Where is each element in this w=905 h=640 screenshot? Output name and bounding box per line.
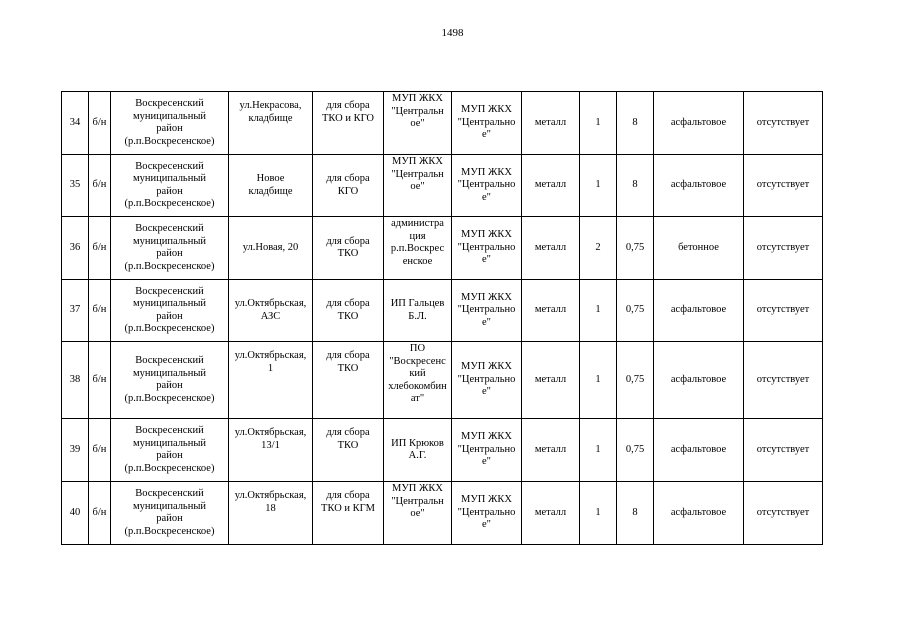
address-cell — [229, 217, 313, 280]
surface-type-cell: асфальтовое — [654, 482, 744, 545]
owner-cell-line: МУП ЖКХ — [392, 156, 443, 167]
container-count-cell: 1 — [580, 342, 617, 419]
operator-cell — [452, 92, 522, 155]
operator-cell-line: е" — [482, 519, 491, 531]
district-cell — [111, 342, 229, 419]
purpose-cell-line: КГО — [337, 185, 359, 197]
address-cell-line: 13/1 — [261, 439, 280, 451]
district-cell-line: муниципальный — [132, 235, 207, 247]
district-cell-line: (р.п.Воскресенское) — [124, 198, 215, 209]
surface-type-cell: асфальтовое — [654, 342, 744, 419]
purpose-cell — [313, 217, 384, 280]
row-number-cell: 34 — [62, 92, 89, 155]
container-material-cell: металл — [522, 92, 580, 155]
address-cell-line: АЗС — [260, 310, 281, 322]
district-cell-line: (р.п.Воскресенское) — [124, 462, 215, 474]
address-cell — [229, 155, 313, 217]
district-cell-line: район — [156, 248, 183, 259]
container-material-cell: металл — [522, 155, 580, 217]
operator-cell-line: МУП ЖКХ — [461, 361, 512, 373]
owner-cell-line: ция — [409, 230, 426, 242]
address-cell — [229, 92, 313, 155]
registry-number-cell: б/н — [89, 92, 111, 155]
owner-cell-line: ат" — [410, 393, 425, 404]
purpose-cell-line: ТКО — [337, 248, 359, 259]
operator-cell-line: МУП ЖКХ — [461, 494, 512, 506]
container-material-cell: металл — [522, 217, 580, 280]
purpose-cell-line: ТКО — [337, 439, 359, 451]
district-cell-line: район — [156, 310, 183, 322]
owner-cell-line: "Воскресенс — [389, 355, 446, 367]
surface-type-cell: асфальтовое — [654, 280, 744, 342]
surface-type-cell: асфальтовое — [654, 419, 744, 482]
address-cell-line: 18 — [265, 502, 276, 514]
district-cell — [111, 280, 229, 342]
district-cell-line: Воскресенский — [135, 425, 204, 436]
row-number-cell: 39 — [62, 419, 89, 482]
operator-cell-line: "Центрально — [457, 443, 516, 455]
address-cell-line: кладбище — [248, 112, 293, 124]
owner-cell-line: ое" — [410, 508, 425, 519]
table-body — [62, 92, 823, 545]
address-cell — [229, 280, 313, 342]
container-count-cell: 1 — [580, 92, 617, 155]
table-row — [62, 482, 823, 545]
row-number-cell: 40 — [62, 482, 89, 545]
registry-number-cell: б/н — [89, 217, 111, 280]
operator-cell-line: МУП ЖКХ — [461, 229, 512, 241]
address-cell-line: Новое — [256, 173, 285, 184]
district-cell-line: район — [156, 123, 183, 134]
district-cell-line: район — [156, 380, 183, 391]
table-row — [62, 280, 823, 342]
operator-cell-line: "Центрально — [457, 116, 516, 128]
container-count-cell: 1 — [580, 280, 617, 342]
operator-cell-line: "Центрально — [457, 506, 516, 518]
district-cell-line: Воскресенский — [135, 98, 204, 109]
owner-cell-line: МУП ЖКХ — [392, 93, 443, 104]
district-cell — [111, 92, 229, 155]
owner-cell — [384, 482, 452, 545]
container-volume-cell: 8 — [617, 92, 654, 155]
operator-cell-line: "Центрально — [457, 373, 516, 385]
fence-cell: отсутствует — [744, 482, 823, 545]
container-material-cell: металл — [522, 482, 580, 545]
operator-cell — [452, 482, 522, 545]
purpose-cell — [313, 482, 384, 545]
district-cell-line: Воскресенский — [135, 285, 204, 297]
owner-cell-line: енское — [402, 255, 433, 267]
fence-cell: отсутствует — [744, 342, 823, 419]
table-row — [62, 342, 823, 419]
district-cell — [111, 419, 229, 482]
purpose-cell-line: для сбора — [326, 427, 370, 438]
container-volume-cell: 0,75 — [617, 217, 654, 280]
waste-sites-table — [61, 91, 823, 545]
address-cell — [229, 419, 313, 482]
district-cell-line: Воскресенский — [135, 488, 204, 499]
surface-type-cell: асфальтовое — [654, 155, 744, 217]
district-cell-line: район — [156, 185, 183, 197]
fence-cell: отсутствует — [744, 155, 823, 217]
row-number-cell: 37 — [62, 280, 89, 342]
operator-cell-line: МУП ЖКХ — [461, 291, 512, 303]
container-material-cell: металл — [522, 419, 580, 482]
registry-number-cell: б/н — [89, 342, 111, 419]
district-cell-line: район — [156, 450, 183, 461]
operator-cell-line: "Центрально — [457, 304, 516, 316]
container-volume-cell: 0,75 — [617, 342, 654, 419]
container-material-cell: металл — [522, 342, 580, 419]
operator-cell-line: "Центрально — [457, 241, 516, 253]
district-cell-line: (р.п.Воскресенское) — [124, 525, 215, 537]
district-cell-line: муниципальный — [132, 298, 207, 309]
district-cell-line: муниципальный — [132, 173, 207, 184]
owner-cell-line: ИП Гальцев — [390, 298, 445, 309]
district-cell-line: (р.п.Воскресенское) — [124, 392, 215, 404]
purpose-cell-line: ТКО и КГМ — [321, 502, 375, 514]
address-cell-line: ул.Некрасова, — [239, 100, 302, 111]
purpose-cell-line: для сбора — [326, 298, 370, 309]
fence-cell: отсутствует — [744, 92, 823, 155]
table-row — [62, 419, 823, 482]
owner-cell-line: МУП ЖКХ — [392, 483, 443, 494]
fence-cell: отсутствует — [744, 217, 823, 280]
operator-cell-line: МУП ЖКХ — [461, 166, 512, 178]
district-cell — [111, 217, 229, 280]
container-count-cell: 1 — [580, 155, 617, 217]
district-cell-line: район — [156, 513, 183, 524]
purpose-cell-line: для сбора — [326, 490, 370, 501]
operator-cell — [452, 280, 522, 342]
container-volume-cell: 0,75 — [617, 280, 654, 342]
operator-cell-line: е" — [482, 386, 491, 398]
operator-cell-line: е" — [482, 456, 491, 468]
purpose-cell-line: ТКО — [337, 310, 359, 322]
owner-cell — [384, 342, 452, 419]
owner-cell-line: ое" — [410, 118, 425, 129]
owner-cell-line: ИП Крюков — [391, 437, 444, 449]
container-volume-cell: 8 — [617, 482, 654, 545]
owner-cell-line: ое" — [410, 181, 425, 192]
operator-cell-line: е" — [482, 129, 491, 141]
address-cell-line: ул.Октябрьская, — [234, 427, 307, 438]
owner-cell — [384, 92, 452, 155]
purpose-cell — [313, 155, 384, 217]
district-cell-line: Воскресенский — [135, 160, 204, 172]
purpose-cell — [313, 280, 384, 342]
district-cell-line: (р.п.Воскресенское) — [124, 323, 215, 334]
operator-cell-line: МУП ЖКХ — [461, 431, 512, 443]
district-cell-line: Воскресенский — [135, 355, 204, 366]
fence-cell: отсутствует — [744, 419, 823, 482]
purpose-cell-line: для сбора — [326, 350, 370, 361]
purpose-cell-line: для сбора — [326, 235, 370, 247]
operator-cell-line: МУП ЖКХ — [461, 104, 512, 116]
district-cell-line: муниципальный — [132, 110, 207, 122]
registry-number-cell: б/н — [89, 280, 111, 342]
owner-cell-line: р.п.Воскрес — [390, 243, 445, 254]
owner-cell-line: "Центральн — [391, 105, 444, 117]
registry-number-cell: б/н — [89, 155, 111, 217]
operator-cell-line: "Центрально — [457, 179, 516, 191]
address-cell — [229, 482, 313, 545]
operator-cell — [452, 217, 522, 280]
table-row — [62, 92, 823, 155]
address-cell-line: кладбище — [248, 185, 293, 197]
container-volume-cell: 8 — [617, 155, 654, 217]
address-cell-line: ул.Новая, 20 — [242, 241, 299, 253]
purpose-cell — [313, 419, 384, 482]
row-number-cell: 35 — [62, 155, 89, 217]
purpose-cell — [313, 92, 384, 155]
owner-cell-line: "Центральн — [391, 168, 444, 180]
row-number-cell: 38 — [62, 342, 89, 419]
owner-cell-line: администра — [391, 218, 444, 229]
operator-cell-line: е" — [482, 254, 491, 266]
owner-cell-line: Б.Л. — [408, 310, 427, 322]
address-cell-line: ул.Октябрьская, — [234, 350, 307, 361]
container-material-cell: металл — [522, 280, 580, 342]
district-cell — [111, 482, 229, 545]
page-number: 1498 — [441, 27, 464, 39]
owner-cell-line: ПО — [409, 343, 426, 354]
owner-cell — [384, 217, 452, 280]
owner-cell-line: хлебокомбин — [388, 380, 447, 392]
district-cell-line: (р.п.Воскресенское) — [124, 135, 215, 147]
owner-cell-line: "Центральн — [391, 495, 444, 507]
container-volume-cell: 0,75 — [617, 419, 654, 482]
table-row — [62, 217, 823, 280]
registry-number-cell: б/н — [89, 419, 111, 482]
registry-number-cell: б/н — [89, 482, 111, 545]
purpose-cell-line: ТКО — [337, 362, 359, 374]
purpose-cell-line: ТКО и КГО — [321, 112, 374, 124]
owner-cell-line: кий — [409, 368, 426, 379]
purpose-cell-line: для сбора — [326, 173, 370, 184]
owner-cell — [384, 419, 452, 482]
purpose-cell — [313, 342, 384, 419]
address-cell — [229, 342, 313, 419]
district-cell-line: муниципальный — [132, 437, 207, 449]
container-count-cell: 2 — [580, 217, 617, 280]
container-count-cell: 1 — [580, 419, 617, 482]
surface-type-cell: асфальтовое — [654, 92, 744, 155]
table-row — [62, 155, 823, 217]
row-number-cell: 36 — [62, 217, 89, 280]
district-cell-line: (р.п.Воскресенское) — [124, 260, 215, 272]
owner-cell — [384, 280, 452, 342]
operator-cell-line: е" — [482, 316, 491, 328]
address-cell-line: ул.Октябрьская, — [234, 490, 307, 501]
container-count-cell: 1 — [580, 482, 617, 545]
district-cell-line: муниципальный — [132, 500, 207, 512]
purpose-cell-line: для сбора — [326, 100, 370, 111]
owner-cell-line: А.Г. — [408, 450, 427, 461]
operator-cell-line: е" — [482, 191, 491, 203]
operator-cell — [452, 419, 522, 482]
operator-cell — [452, 155, 522, 217]
address-cell-line: 1 — [267, 362, 274, 374]
district-cell-line: муниципальный — [132, 367, 207, 379]
district-cell-line: Воскресенский — [135, 223, 204, 234]
surface-type-cell: бетонное — [654, 217, 744, 280]
operator-cell — [452, 342, 522, 419]
district-cell — [111, 155, 229, 217]
fence-cell: отсутствует — [744, 280, 823, 342]
owner-cell — [384, 155, 452, 217]
address-cell-line: ул.Октябрьская, — [234, 298, 307, 309]
